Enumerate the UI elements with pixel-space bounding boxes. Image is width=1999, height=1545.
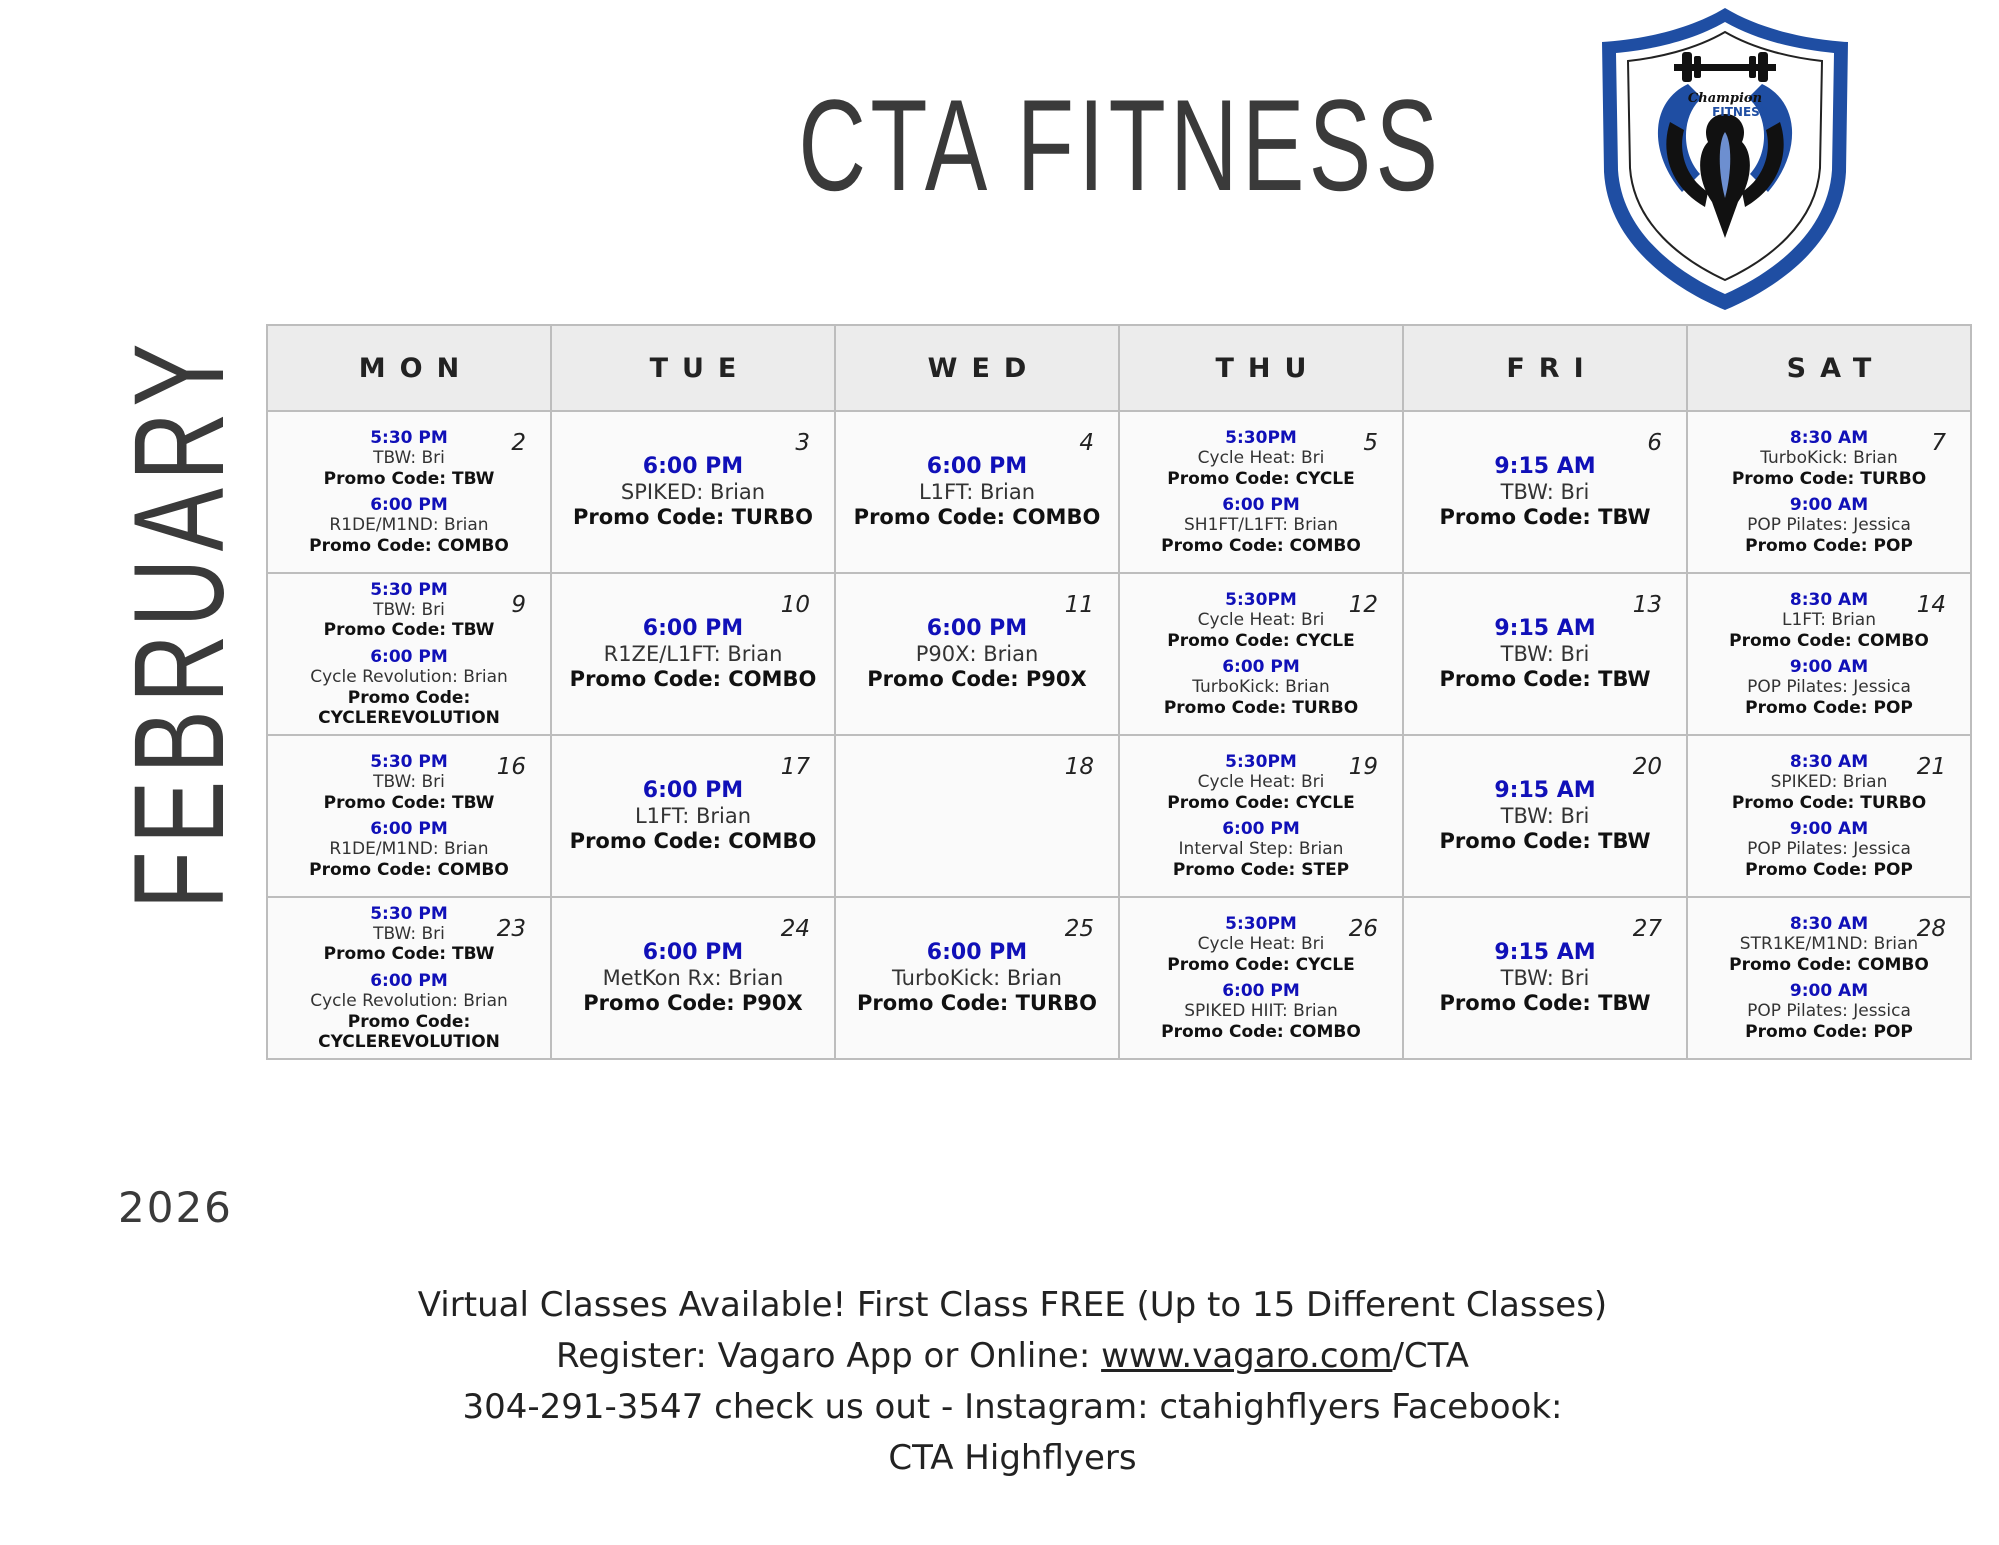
promo-code: Promo Code: COMBO [309,859,509,880]
class-event[interactable] [268,495,550,556]
class-time: 9:15 AM [1494,939,1596,965]
day-cell[interactable] [1403,735,1687,897]
promo-code: Promo Code: COMBO [1729,630,1929,651]
day-number: 28 [1916,916,1946,942]
promo-code: Promo Code: TURBO [1731,792,1927,813]
class-event[interactable] [836,454,1118,531]
day-cell[interactable] [551,735,835,897]
day-header-wed: WED [835,325,1119,411]
day-header-tue: TUE [551,325,835,411]
class-event[interactable] [268,971,550,1053]
class-name: TurboKick: Brian [1760,448,1898,469]
class-time: 5:30 PM [370,579,448,600]
day-number: 4 [1079,430,1094,456]
promo-code: Promo Code: COMBO [569,829,817,854]
day-cell[interactable] [1403,411,1687,573]
footer-line-contact: 304-291-3547 check us out - Instagram: ctahighflyers Facebook: [462,1387,1563,1427]
promo-code: Promo Code: TBW [323,620,495,641]
promo-code: Promo Code: POP [1745,697,1913,718]
promo-code: Promo Code: CYCLE [1167,630,1355,651]
day-number: 3 [795,430,810,456]
day-cell[interactable] [1119,897,1403,1059]
day-number: 2 [511,430,526,456]
class-time: 5:30PM [1225,913,1297,934]
class-event[interactable] [1688,495,1970,556]
day-number: 10 [780,592,810,618]
calendar-grid [266,324,1972,1060]
class-time: 9:15 AM [1494,777,1596,803]
class-name: L1FT: Brian [634,804,752,828]
class-time: 6:00 PM [926,939,1028,965]
day-cell[interactable] [551,411,835,573]
class-name: Cycle Revolution: Brian [310,991,508,1012]
class-name: TBW: Bri [1500,966,1590,990]
promo-code: Promo Code: CYCLE [1167,468,1355,489]
promo-code: Promo Code: CYCLEREVOLUTION [318,687,500,728]
promo-code: Promo Code: TURBO [572,505,814,530]
promo-code: Promo Code: P90X [867,667,1087,692]
day-number: 18 [1064,754,1094,780]
promo-code: Promo Code: TBW [323,468,495,489]
day-header-fri: FRI [1403,325,1687,411]
promo-code: Promo Code: COMBO [569,667,817,692]
promo-code: Promo Code: COMBO [853,505,1101,530]
class-name: Cycle Heat: Bri [1197,772,1325,793]
promo-code: Promo Code: POP [1745,859,1913,880]
month-label: FEBRUARY [108,336,251,910]
class-time: 5:30PM [1225,751,1297,772]
footer-line-register: Register: Vagaro App or Online: www.vagaro.com/CTA [555,1336,1470,1376]
day-cell[interactable] [267,897,551,1059]
class-name: Cycle Heat: Bri [1197,448,1325,469]
day-cell[interactable] [835,735,1119,897]
day-number: 21 [1916,754,1946,780]
class-name: TBW: Bri [1500,804,1590,828]
promo-code: Promo Code: STEP [1172,859,1350,880]
promo-code: Promo Code: TBW [1439,991,1651,1016]
promo-code: Promo Code: TURBO [1163,697,1359,718]
class-time: 6:00 PM [642,777,744,803]
day-number: 9 [511,592,526,618]
class-time: 8:30 AM [1789,589,1869,610]
class-event[interactable] [1404,616,1686,693]
day-cell[interactable] [1403,573,1687,735]
day-number: 25 [1064,916,1094,942]
class-name: TurboKick: Brian [1192,677,1330,698]
promo-code: Promo Code: CYCLEREVOLUTION [318,1011,500,1052]
day-number: 11 [1064,592,1094,618]
class-name: Cycle Heat: Bri [1197,934,1325,955]
promo-code: Promo Code: TURBO [1731,468,1927,489]
promo-code: Promo Code: TBW [1439,505,1651,530]
class-name: TBW: Bri [373,448,445,469]
page-title: CTA FITNESS [798,72,1443,218]
footer-info [250,1280,1775,1484]
class-event[interactable] [1404,778,1686,855]
class-time: 6:00 PM [642,939,744,965]
class-name: P90X: Brian [915,642,1039,666]
day-cell[interactable] [1119,573,1403,735]
day-number: 17 [780,754,810,780]
footer-line-virtual: Virtual Classes Available! First Class FREE (Up to 15 Different Classes) [417,1285,1608,1325]
class-name: POP Pilates: Jessica [1747,677,1911,698]
class-time: 5:30PM [1225,427,1297,448]
class-name: STR1KE/M1ND: Brian [1739,934,1919,955]
class-event[interactable] [1404,940,1686,1017]
class-time: 8:30 AM [1789,427,1869,448]
day-cell[interactable] [835,897,1119,1059]
class-name: Cycle Revolution: Brian [310,667,508,688]
class-time: 5:30 PM [370,427,448,448]
week-row [267,735,1971,897]
class-event[interactable] [268,428,550,489]
day-cell[interactable] [1687,735,1971,897]
day-cell[interactable] [835,573,1119,735]
class-name: TBW: Bri [373,924,445,945]
champion-fitness-logo-icon [1590,2,1860,314]
day-cell[interactable] [267,573,551,735]
class-time: 6:00 PM [926,615,1028,641]
promo-code: Promo Code: POP [1745,1021,1913,1042]
class-name: TBW: Bri [373,772,445,793]
class-name: TBW: Bri [1500,480,1590,504]
class-event[interactable] [1120,981,1402,1042]
class-event[interactable] [552,778,834,855]
class-time: 6:00 PM [926,453,1028,479]
class-time: 6:00 PM [370,495,448,515]
class-time: 6:00 PM [1222,819,1300,839]
promo-code: Promo Code: TBW [323,792,495,813]
day-cell[interactable] [1119,411,1403,573]
day-number: 16 [496,754,526,780]
class-name: R1DE/M1ND: Brian [329,839,489,860]
class-time: 9:00 AM [1789,495,1869,515]
footer-line-facebook: CTA Highflyers [888,1438,1137,1478]
class-name: R1DE/M1ND: Brian [329,515,489,536]
day-number: 26 [1348,916,1378,942]
class-event[interactable] [1404,454,1686,531]
promo-code: Promo Code: TBW [323,944,495,965]
day-number: 19 [1348,754,1378,780]
class-time: 9:15 AM [1494,453,1596,479]
year-label: 2026 [118,1183,233,1232]
day-number: 7 [1931,430,1946,456]
class-time: 6:00 PM [370,970,448,991]
class-name: R1ZE/L1FT: Brian [603,642,783,666]
class-name: SPIKED HIIT: Brian [1184,1001,1338,1022]
svg-text:Champion: Champion [1687,91,1763,106]
day-cell[interactable] [551,897,835,1059]
class-event[interactable] [552,616,834,693]
week-row [267,411,1971,573]
promo-code: Promo Code: COMBO [1161,1021,1361,1042]
promo-code: Promo Code: COMBO [1729,954,1929,975]
day-header-mon: MON [267,325,551,411]
promo-code: Promo Code: TBW [1439,829,1651,854]
week-row [267,897,1971,1059]
class-time: 9:00 AM [1789,981,1869,1001]
promo-code: Promo Code: CYCLE [1167,954,1355,975]
class-time: 5:30PM [1225,589,1297,610]
class-time: 8:30 AM [1789,751,1869,772]
day-number: 27 [1632,916,1662,942]
class-event[interactable] [1120,495,1402,556]
class-time: 9:00 AM [1789,819,1869,839]
day-cell[interactable] [1403,897,1687,1059]
class-event[interactable] [552,454,834,531]
day-number: 20 [1632,754,1662,780]
day-header-sat: SAT [1687,325,1971,411]
class-name: L1FT: Brian [1782,610,1876,631]
class-name: TBW: Bri [373,600,445,621]
class-name: SPIKED: Brian [1770,772,1888,793]
day-number: 12 [1348,592,1378,618]
day-cell[interactable] [267,411,551,573]
class-name: L1FT: Brian [918,480,1036,504]
class-time: 9:00 AM [1789,657,1869,677]
class-event[interactable] [268,580,550,641]
promo-code: Promo Code: COMBO [309,535,509,556]
day-cell[interactable] [1687,897,1971,1059]
class-time: 8:30 AM [1789,913,1869,934]
class-name: Interval Step: Brian [1178,839,1344,860]
class-name: SPIKED: Brian [620,480,766,504]
day-cell[interactable] [1687,411,1971,573]
class-event[interactable] [836,616,1118,693]
class-time: 6:00 PM [1222,657,1300,677]
class-event[interactable] [268,647,550,729]
promo-code: Promo Code: TURBO [856,991,1098,1016]
class-name: SH1FT/L1FT: Brian [1184,515,1338,536]
class-event[interactable] [836,940,1118,1017]
class-time: 6:00 PM [1222,981,1300,1001]
class-name: POP Pilates: Jessica [1747,839,1911,860]
day-number: 23 [496,916,526,942]
class-event[interactable] [268,819,550,880]
class-event[interactable] [1688,819,1970,880]
class-time: 5:30 PM [370,751,448,772]
svg-text:FITNESS: FITNESS [1712,105,1768,119]
day-cell[interactable] [551,573,835,735]
day-cell[interactable] [1687,573,1971,735]
class-event[interactable] [1688,428,1970,489]
class-name: MetKon Rx: Brian [602,966,784,990]
promo-code: Promo Code: P90X [583,991,803,1016]
class-event[interactable] [1688,657,1970,718]
class-name: TurboKick: Brian [892,966,1062,990]
class-event[interactable] [1120,819,1402,880]
promo-code: Promo Code: POP [1745,535,1913,556]
class-event[interactable] [1120,657,1402,718]
class-time: 6:00 PM [642,615,744,641]
class-name: POP Pilates: Jessica [1747,1001,1911,1022]
promo-code: Promo Code: COMBO [1161,535,1361,556]
class-event[interactable] [1688,981,1970,1042]
class-time: 6:00 PM [370,819,448,839]
day-number: 6 [1647,430,1662,456]
week-row [267,573,1971,735]
class-time: 6:00 PM [1222,495,1300,515]
class-event[interactable] [552,940,834,1017]
day-number: 13 [1632,592,1662,618]
vagaro-link[interactable]: www.vagaro.com [1101,1336,1393,1376]
day-cell[interactable] [267,735,551,897]
day-number: 24 [780,916,810,942]
promo-code: Promo Code: TBW [1439,667,1651,692]
class-time: 5:30 PM [370,903,448,924]
class-time: 6:00 PM [370,646,448,667]
day-cell[interactable] [1119,735,1403,897]
class-time: 9:15 AM [1494,615,1596,641]
day-number: 5 [1363,430,1378,456]
class-event[interactable] [1120,428,1402,489]
promo-code: Promo Code: CYCLE [1167,792,1355,813]
day-header-thu: THU [1119,325,1403,411]
day-cell[interactable] [835,411,1119,573]
class-name: TBW: Bri [1500,642,1590,666]
day-number: 14 [1916,592,1946,618]
class-name: Cycle Heat: Bri [1197,610,1325,631]
class-time: 6:00 PM [642,453,744,479]
class-name: POP Pilates: Jessica [1747,515,1911,536]
